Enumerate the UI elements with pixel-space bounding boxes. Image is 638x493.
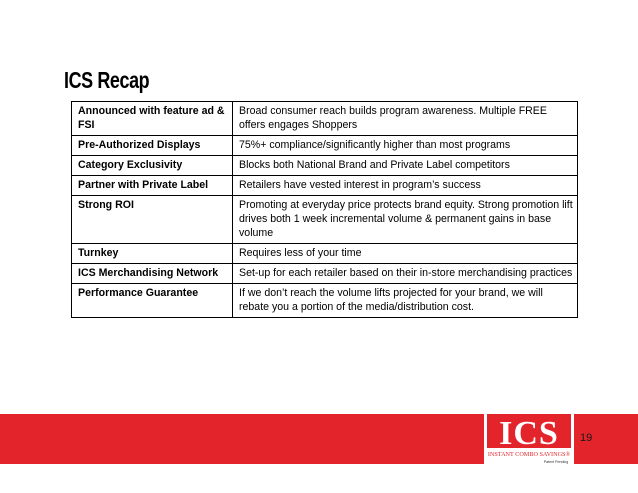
logo-mark: ICS: [499, 415, 559, 452]
page-number: 19: [580, 432, 593, 444]
row-text: If we don’t reach the volume lifts projected for your brand, we will rebate you a portion of the media/distribution cost.: [233, 284, 578, 318]
table-row: [72, 136, 578, 156]
logo-tagline: INSTANT COMBO SAVINGS®: [487, 451, 571, 458]
ics-logo: [484, 411, 574, 465]
row-text: Blocks both National Brand and Private Label competitors: [233, 156, 578, 176]
table-row: [72, 102, 578, 136]
row-label: ICS Merchandising Network: [72, 264, 233, 284]
row-text: 75%+ compliance/significantly higher than most programs: [233, 136, 578, 156]
row-text: Set-up for each retailer based on their in-store merchandising practices: [233, 264, 578, 284]
row-text: Broad consumer reach builds program awareness. Multiple FREE offers engages Shoppers: [233, 102, 578, 136]
table-row: [72, 244, 578, 264]
row-text: Retailers have vested interest in program’s success: [233, 176, 578, 196]
table-row: [72, 264, 578, 284]
table-row: [72, 284, 578, 318]
slide-title: ICS Recap: [64, 67, 150, 93]
row-label: Partner with Private Label: [72, 176, 233, 196]
recap-table: [71, 101, 578, 318]
table-row: [72, 176, 578, 196]
row-text: Requires less of your time: [233, 244, 578, 264]
row-label: Performance Guarantee: [72, 284, 233, 318]
row-label: Announced with feature ad & FSI: [72, 102, 233, 136]
table-row: [72, 196, 578, 244]
logo-subline: Patent Pending: [543, 460, 569, 464]
row-text: Promoting at everyday price protects brand equity. Strong promotion lift drives both 1 week incremental volume & permanent gains in base volume: [233, 196, 578, 244]
table-row: [72, 156, 578, 176]
row-label: Category Exclusivity: [72, 156, 233, 176]
row-label: Turnkey: [72, 244, 233, 264]
row-label: Pre-Authorized Displays: [72, 136, 233, 156]
row-label: Strong ROI: [72, 196, 233, 244]
